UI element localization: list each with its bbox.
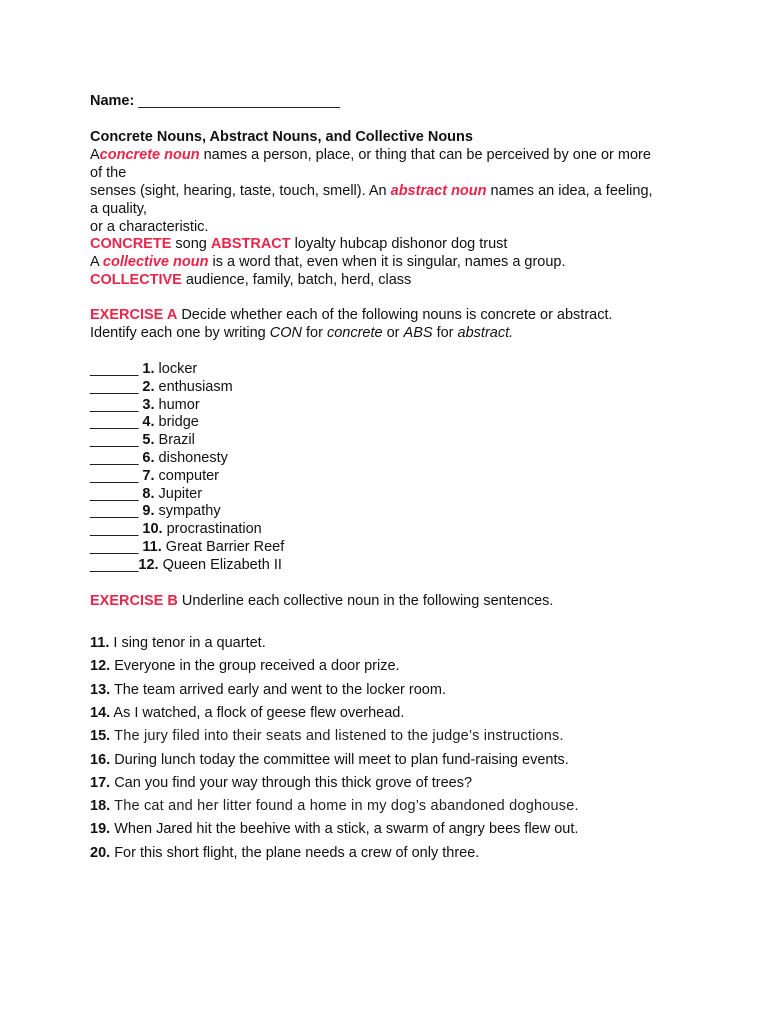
sentence-text: The team arrived early and went to the locker room.: [110, 681, 446, 698]
item-word: Jupiter: [154, 485, 203, 502]
collective-definition: [90, 253, 566, 271]
sentence-text: I sing tenor in a quartet.: [109, 635, 266, 651]
abstract-label: ABSTRACT: [210, 236, 291, 252]
intro-a: A: [90, 147, 100, 163]
exercise-a-item[interactable]: [90, 431, 195, 449]
exercise-b-instruction: [90, 592, 553, 610]
exercise-a-item[interactable]: [90, 449, 228, 467]
item-number: 1.: [142, 361, 155, 377]
item-word: computer: [154, 467, 219, 484]
item-number: 11.: [142, 539, 162, 555]
answer-blank[interactable]: ______: [90, 539, 143, 555]
name-line: [90, 92, 340, 110]
page-title: Concrete Nouns, Abstract Nouns, and Collective Nouns: [90, 129, 473, 145]
exercise-b-item: [90, 820, 578, 838]
concrete-noun-term: concrete noun: [99, 147, 200, 163]
exercise-b-item: [90, 727, 564, 745]
instr2-b: for: [301, 325, 327, 341]
exercise-a-item[interactable]: [90, 467, 219, 485]
sentence-number: 13.: [90, 681, 111, 698]
item-number: 4.: [142, 414, 155, 431]
concrete-label: CONCRETE: [90, 236, 172, 252]
instr2-concrete: concrete: [326, 325, 383, 341]
item-word: bridge: [154, 414, 199, 431]
item-word: dishonesty: [154, 450, 228, 466]
item-number: 7.: [142, 467, 155, 484]
exercise-a-label: EXERCISE A: [90, 307, 178, 323]
collective-noun-term: collective noun: [102, 254, 209, 270]
exercise-b-item: [90, 774, 472, 792]
exercise-a-item[interactable]: [90, 360, 197, 378]
sentence-text: Everyone in the group received a door prize.: [110, 658, 400, 675]
item-word: locker: [154, 361, 198, 377]
exercise-a-instr: Decide whether each of the following nouns is concrete or abstract.: [177, 307, 613, 323]
exercise-b-item: [90, 751, 569, 769]
item-number: 12.: [138, 556, 159, 573]
answer-blank[interactable]: ______: [90, 521, 143, 538]
concrete-example: song: [171, 236, 211, 252]
sentence-number: 19.: [90, 821, 111, 838]
sentence-number: 17.: [90, 774, 111, 791]
item-word: Queen Elizabeth II: [158, 556, 282, 573]
sentence-text: The jury filed into their seats and listened to the judge’s instructions.: [110, 728, 564, 745]
item-word: procrastination: [162, 521, 262, 538]
item-word: Great Barrier Reef: [161, 539, 285, 555]
sentence-text: The cat and her litter found a home in my dog’s abandoned doghouse.: [110, 798, 579, 815]
sentence-number: 20.: [90, 844, 111, 861]
answer-blank[interactable]: ______: [90, 450, 143, 466]
answer-blank[interactable]: ______: [90, 485, 143, 502]
intro-line-4: a quality,: [90, 201, 147, 217]
exercise-a-item[interactable]: [90, 502, 221, 520]
exercise-a-item[interactable]: [90, 556, 282, 574]
instr2-abs: ABS: [403, 325, 433, 341]
answer-blank[interactable]: ______: [90, 432, 143, 449]
sentence-number: 11.: [90, 635, 110, 651]
exercise-b-item: [90, 844, 479, 862]
answer-blank[interactable]: ______: [90, 556, 139, 573]
intro-line-1: [90, 146, 651, 164]
name-blank: _________________________: [138, 93, 340, 109]
intro-line-3: [90, 182, 653, 200]
item-word: enthusiasm: [154, 378, 233, 395]
intro-line-3-start: senses (sight, hearing, taste, touch, smell). An: [90, 183, 391, 199]
instr2-c: or: [382, 325, 404, 341]
instr2-a: Identify each one by writing: [90, 325, 270, 341]
sentence-number: 18.: [90, 798, 111, 815]
exercise-b-item: [90, 704, 404, 722]
exercise-a-item[interactable]: [90, 378, 233, 396]
instr2-d: for: [432, 325, 458, 341]
exercise-b-label: EXERCISE B: [90, 593, 178, 609]
item-number: 8.: [142, 485, 155, 502]
item-word: Brazil: [154, 432, 195, 449]
collective-a: A: [90, 254, 103, 270]
sentence-text: As I watched, a flock of geese flew overhead.: [110, 704, 405, 721]
abstract-examples: loyalty hubcap dishonor dog trust: [290, 236, 508, 252]
item-number: 3.: [142, 396, 155, 413]
exercise-a-item[interactable]: [90, 538, 284, 556]
collective-examples: audience, family, batch, herd, class: [181, 272, 412, 288]
sentence-number: 16.: [90, 751, 111, 768]
item-word: sympathy: [154, 503, 221, 520]
item-number: 5.: [142, 432, 155, 449]
answer-blank[interactable]: ______: [90, 467, 143, 484]
intro-line-1-rest: names a person, place, or thing that can be perceived by one or more: [199, 147, 651, 163]
intro-line-5: or a characteristic.: [90, 219, 209, 235]
exercise-b-item: [90, 681, 446, 699]
answer-blank[interactable]: ______: [90, 378, 143, 395]
sentence-number: 12.: [90, 658, 111, 675]
collective-examples-line: [90, 271, 411, 289]
answer-blank[interactable]: ______: [90, 396, 143, 413]
answer-blank[interactable]: ______: [90, 503, 143, 520]
sentence-text: During lunch today the committee will meet to plan fund-raising events.: [110, 751, 569, 768]
exercise-b-item: [90, 657, 400, 675]
exercise-a-instruction-1: [90, 306, 613, 324]
sentence-text: When Jared hit the beehive with a stick, a swarm of angry bees flew out.: [110, 821, 579, 838]
exercise-b-instr: Underline each collective noun in the following sentences.: [177, 593, 554, 609]
sentence-number: 14.: [90, 704, 111, 721]
answer-blank[interactable]: ______: [90, 361, 143, 377]
intro-line-2: of the: [90, 165, 127, 181]
exercise-a-instruction-2: [90, 324, 513, 342]
item-word: humor: [154, 396, 200, 413]
sentence-number: 15.: [90, 728, 111, 745]
collective-label: COLLECTIVE: [90, 272, 182, 288]
item-number: 10.: [142, 521, 163, 538]
intro-line-3-rest: names an idea, a feeling,: [486, 183, 653, 199]
item-number: 6.: [142, 450, 155, 466]
exercise-a-item[interactable]: [90, 520, 262, 538]
exercise-a-item[interactable]: [90, 413, 199, 431]
abstract-noun-term: abstract noun: [390, 183, 487, 199]
answer-blank[interactable]: ______: [90, 414, 143, 431]
exercise-a-item[interactable]: [90, 396, 200, 414]
collective-def-rest: is a word that, even when it is singular, names a group.: [208, 254, 566, 270]
exercise-b-item: [90, 634, 266, 652]
exercise-a-item[interactable]: [90, 485, 202, 503]
instr2-con: CON: [269, 325, 302, 341]
sentence-text: Can you find your way through this thick grove of trees?: [110, 774, 473, 791]
instr2-abstract: abstract.: [457, 325, 514, 341]
examples-line: [90, 235, 507, 253]
item-number: 2.: [142, 378, 155, 395]
name-label: Name:: [90, 93, 135, 109]
sentence-text: For this short flight, the plane needs a crew of only three.: [110, 844, 480, 861]
exercise-b-item: [90, 797, 579, 815]
item-number: 9.: [142, 503, 155, 520]
